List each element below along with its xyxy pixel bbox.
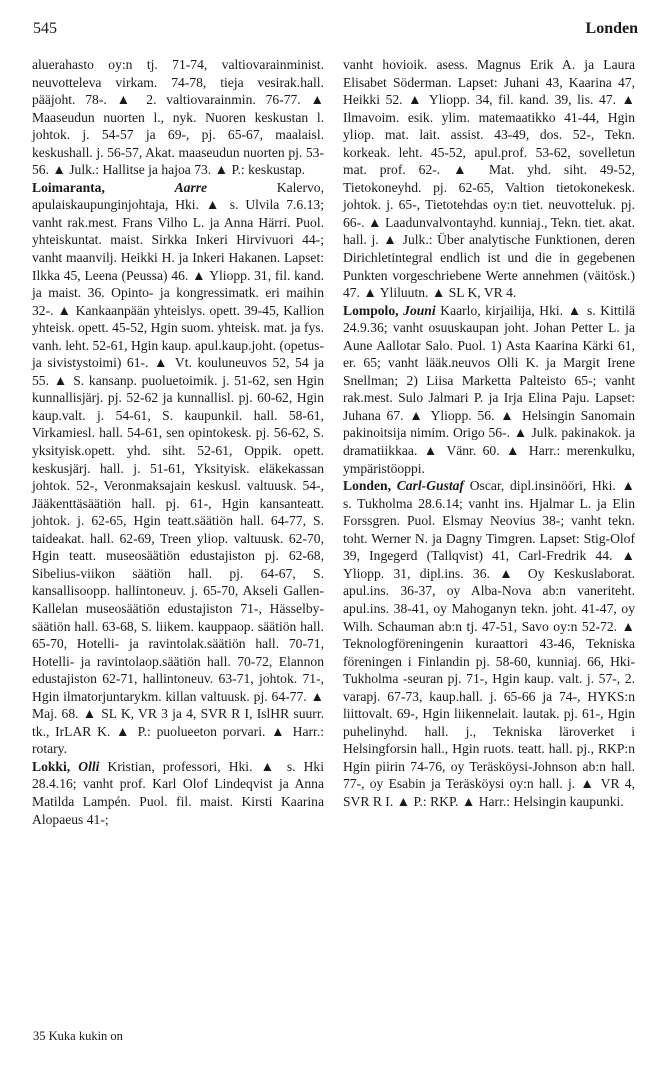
entry-text: Kristian, professori, Hki. ▲ s. Hki 28.4.16; vanht prof. Karl Olof Lindeqvist ja Anna Matilda Lampén. Puol. fil. maist. Kirsti Kaarina Alopaeus 41-; bbox=[32, 758, 324, 827]
entry-londen bbox=[343, 477, 635, 810]
entry-surname: Lokki, bbox=[32, 758, 71, 774]
entry-lompolo bbox=[343, 302, 635, 477]
entry-surname: Londen, bbox=[343, 478, 391, 494]
entry-text: vanht hovioik. asess. Magnus Erik A. ja Laura Elisabet Söderman. Lapset: Juhani 43, Kaarina 47, Heikki 52. ▲ Yliopp. 34, fil. kand. 39, lis. 47. ▲ Ilmavoim. esik. ylim. matemaatikko 41-44, Hgin yliop. mat. lait. assist. 43-49, dos. 52-, Tekn. korkeak. leht. 45-52, apul.prof. 53-62, sovelletun mat. prof. 62-. ▲ Mat. yhd. siht. 49-52, Tietokoneyhd. pj. 62-65, Valtion tietokonekesk. johtok. j. 65-, Tietotehdas oy:n tiet. neuvotteluk. pj. 66-. ▲ Laadunvalvontayhd. kunniaj., Tekn. tiet. akat. hall. j. ▲ Julk.: Über analytische Funktionen, deren Dirichletintegral endlich ist und die in gegebenen Punkten vorgeschriebene Werte annehmen (väitösk.) 47. ▲ Yliluutn. ▲ SL K, VR 4. bbox=[343, 57, 635, 301]
entry-firstname: Aarre bbox=[174, 179, 208, 195]
footer-signature: 35 Kuka kukin on bbox=[33, 1029, 123, 1043]
entry-text: Kalervo, apulaiskaupunginjohtaja, Hki. ▲ s. Ulvila 7.6.13; vanht rak.mest. Frans Vilho L. ja Anna Härri. Puol. yhteiskuntat. maist. Sirkka Inkeri Hirvivuori 44-; vanht maanvilj. Heikki H. ja Inkeri Hakanen. Lapset: Ilkka 45, Leena (Peussa) 46. ▲ Yliopp. 31, fil. kand. ja maist. 36. Opinto- ja kongressimatk. eri maihin 32-. ▲ Kankaanpään yhteislys. opett. 39-45, Kallion yhteisk. opett. 45-52, Hgin suom. yhteisk. mat. ja fys. vanh. leht. 52-61, Hgin kaup. apul.kaup.joht. (opetus- ja sivistystoimi) 61-. ▲ Vt. kouluneuvos 52, 54 ja 55. ▲ S. kansanp. puoluetoimik. j. 51-62, sen Hgin kunnallisjärj. pj. 52-62 ja kunnallisl. pj. 60-62, Hgin kaup.valt. j. 54-61, S. kaupunkil. hall. 58-61, Virkamiesl. hall. 54-61, sen opintokesk. pj. 56-62, S. yksityisk.opett. yhd. siht. 52-61, Oppik. opett. keskusjärj. hall. j. 51-61, Yksityisk. eläkekassan johtok. 52-, Veronmaksajain keskusl. valtuusk. 54-, Jääkenttäsäätiön hall. pj. 61-, Hgin kansanteatt. johtok. j. 62-65, Hgin teatt.säätiön hall. 64-77, S. taideakat. hall. 62-69, Treen yliop. valtuusk. 62-70, Hgin teatt. museosäätiön edustajiston pj. 62-68, Sibelius-viikon säätiön hall. pj. 64-67, S. kansallisoopp. hallintoneuv. j. 65-70, Akseli Gallen-Kallelan museosäätiön edustajiston 71-, Hässelby-säätiön hall. 63-68, S. liikem. kauppaop. säätiön hall. 65-70, Hotelli- ja ravintolak.säätiön hall. 70-71, Hotelli- ja ravintolaop.säätiön hall. 70-72, Elannon edustajiston 62-71, hallintoneuv. 63-71, johtok. 71-, Hgin ilmatorjuntarykm. killan valtuusk. pj. 64-77. ▲ Maj. 68. ▲ SL K, VR 3 ja 4, SVR R I, IslHR suurr. tk., IrLAR K. ▲ P.: puolueeton porvari. ▲ Harr.: rotary. bbox=[32, 179, 324, 757]
entry-loimaranta bbox=[32, 179, 324, 758]
entry-continuation bbox=[32, 56, 324, 179]
entry-firstname: Jouni bbox=[403, 302, 436, 318]
entry-text: Kaarlo, kirjailija, Hki. ▲ s. Kittilä 24.9.36; vanht osuuskaupan joht. Johan Petter L. ja Aune Aallotar Salo. Puol. 1) Asta Kaarina Kärki 61, er. 65; vanht lääk.neuvos Olli K. ja Margit Irene Snellman; 2) Liisa Marketta Palteisto 65-; vanht rak.mest. Sulo Jalmari P. ja Irja Elina Paju. Lapset: Juhana 67. ▲ Yliopp. 56. ▲ Helsingin Sanomain pakinoitsija nimim. Origo 56-. ▲ Julk. pakinakok. ja dramatiikkaa. ▲ Vänr. 60. ▲ Harr.: merenkulku, ympäristöoppi. bbox=[343, 302, 635, 476]
right-column bbox=[343, 56, 635, 811]
entry-text: Oscar, dipl.insinööri, Hki. ▲ s. Tukholma 28.6.14; vanht ins. Hjalmar L. ja Elin Forssgren. Puol. Elsmay Neovius 38-; vanht tekn. toht. Werner N. ja Dagny Timgren. Lapset: Stig-Olof 39, Ingegerd (Tallqvist) 41, Carl-Fredrik 44. ▲ Yliopp. 31, dipl.ins. 36. ▲ Oy Keskuslaborat. apul.ins. 36-37, oy Alba-Nova ab:n vaneriteht. apul.ins. 38-41, oy Mahoganyn tekn. joht. 41-47, oy Wilh. Schauman ab:n tj. 47-51, Savo oy:n 52-72. ▲ Teknologföreningenin kuraattori 43-46, Tekniska föreningen i Finlandin pj. 58-60, kunniaj. 66, Hki-Tukholma -seuran pj. 71-, Hgin kaup. valt. j. 57-, 2. varapj. 67-73, kaup.hall. j. 65-66 ja 74-, HYKS:n liittovalt. 69-, Hgin liikennelait. lautak. pj. 61-, Hgin puhelinyhd. hall. j., Tekniska läroverket i Helsingforsin hall., Hgin ruots. teatt. hall. pj., RKP:n Hgin piirin 74-76, oy Teräsköysi-Johnson ab:n hall. 77-, oy Esabin ja Teräsköysi oy:n hall. j. ▲ VR 4, SVR R I. ▲ P.: RKP. ▲ Harr.: Helsingin kaupunki. bbox=[343, 478, 636, 809]
page-number: 545 bbox=[33, 20, 57, 37]
left-column bbox=[32, 56, 324, 828]
entry-text: aluerahasto oy:n tj. 71-74, valtiovarainminist. neuvotteleva virkam. 74-78, tieja vesirak.hall. pääjoht. 78-. ▲ 2. valtiovarainmin. 76-77. ▲ Maaseudun nuorten l., nyk. Nuoren keskustan l. johtok. j. 54-57 ja 69-, pj. 65-67, maalaisl. keskushall. j. 56-57, Akat. maaseudun nuorten pj. 53-56. ▲ Julk.: Hallitse ja hajoa 73. ▲ P.: keskustap. bbox=[32, 57, 324, 178]
entry-firstname: Carl-Gustaf bbox=[396, 478, 464, 494]
entry-firstname: Olli bbox=[78, 758, 100, 774]
entry-surname: Lompolo, bbox=[343, 302, 399, 318]
entry-continuation bbox=[343, 56, 635, 302]
entry-lokki bbox=[32, 758, 324, 828]
entry-surname: Loimaranta, bbox=[32, 179, 105, 195]
running-head: Londen bbox=[585, 20, 638, 37]
